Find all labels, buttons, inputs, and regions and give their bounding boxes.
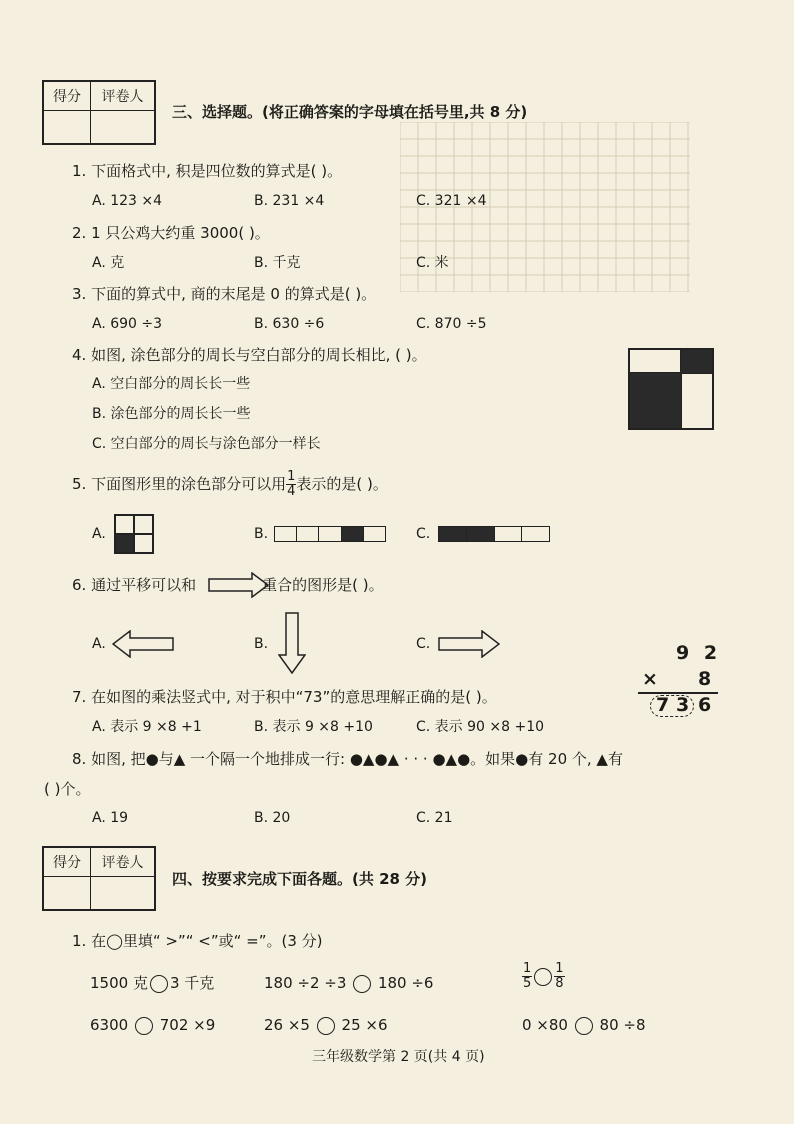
fraction-denominator: 5	[523, 976, 532, 991]
compare-left: 6300	[90, 1016, 129, 1034]
grader-cell[interactable]	[91, 111, 156, 145]
compare-row2-a	[90, 1014, 215, 1036]
mult-multiplier: 8	[698, 668, 712, 690]
s4-q1-stem: 1. 在◯里填“ >”“ <”或“ =”。(3 分)	[72, 932, 323, 950]
q5-option-a[interactable]: A.	[92, 526, 106, 542]
compare-right: 80 ÷8	[599, 1016, 646, 1034]
q4-option-c[interactable]: C. 空白部分的周长与涂色部分一样长	[92, 436, 321, 452]
q5-fraction-numerator: 1	[287, 469, 296, 484]
fraction-right	[554, 962, 564, 991]
q6-right-arrow-icon	[438, 630, 500, 658]
q6-option-a[interactable]: A.	[92, 636, 106, 652]
q5-figure-b	[274, 526, 386, 542]
q5-option-b[interactable]: B.	[254, 526, 269, 542]
q5-c-cell	[522, 527, 549, 541]
compare-circle-input[interactable]	[534, 968, 552, 986]
mult-operator: ×	[642, 668, 658, 690]
compare-left: 26 ×5	[264, 1016, 310, 1034]
section3-title: 三、选择题。(将正确答案的字母填在括号里,共 8 分)	[172, 103, 528, 121]
q5-b-cell	[275, 527, 297, 541]
q4-stem: 4. 如图, 涂色部分的周长与空白部分的周长相比, ( )。	[72, 346, 427, 364]
q8-option-a[interactable]: A. 19	[92, 810, 129, 826]
score-table-section4	[42, 846, 156, 911]
compare-left: 0 ×80	[522, 1016, 568, 1034]
q3-option-b[interactable]: B. 630 ÷6	[254, 316, 325, 332]
q5-fraction-denominator: 4	[287, 484, 296, 499]
score-cell[interactable]	[43, 111, 91, 145]
q5-figure-c	[438, 526, 550, 542]
compare-circle-input[interactable]	[353, 975, 371, 993]
q4-figure-cell-shaded-bottom	[630, 373, 681, 428]
q3-stem: 3. 下面的算式中, 商的末尾是 0 的算式是( )。	[72, 285, 377, 303]
grader-label: 评卷人	[91, 81, 156, 111]
q5-c-cell-shaded	[467, 527, 495, 541]
compare-row2-c	[522, 1014, 646, 1036]
q1-option-c[interactable]: C. 321 ×4	[416, 193, 487, 209]
q5-stem	[72, 470, 388, 499]
q6-stem-before: 6. 通过平移可以和	[72, 576, 197, 594]
q4-figure-cell-blank-bottom	[681, 373, 712, 428]
q6-option-c[interactable]: C.	[416, 636, 431, 652]
q5-c-cell-shaded	[439, 527, 467, 541]
q5-figure-a	[114, 514, 154, 554]
compare-left: 180 ÷2 ÷3	[264, 974, 347, 992]
compare-circle-input[interactable]	[317, 1017, 335, 1035]
compare-circle-input[interactable]	[150, 975, 168, 993]
q5-c-cell	[495, 527, 523, 541]
page-footer: 三年级数学第 2 页(共 4 页)	[312, 1049, 485, 1065]
grader-cell[interactable]	[91, 877, 156, 911]
mult-result-digit-hundreds: 7	[656, 694, 670, 716]
q5-a-cell	[134, 515, 153, 534]
q4-figure-cell-blank-top	[630, 350, 681, 373]
compare-left: 1500 克	[90, 974, 148, 992]
q7-option-a[interactable]: A. 表示 9 ×8 +1	[92, 719, 202, 735]
mult-result-digit-tens: 3	[676, 694, 690, 716]
score-label: 得分	[43, 847, 91, 877]
score-table-section3	[42, 80, 156, 145]
q5-b-cell-shaded	[342, 527, 364, 541]
q4-option-a[interactable]: A. 空白部分的周长长一些	[92, 376, 251, 392]
compare-right: 180 ÷6	[377, 974, 434, 992]
q6-reference-arrow-icon	[208, 572, 270, 598]
q5-b-cell	[319, 527, 341, 541]
score-label: 得分	[43, 81, 91, 111]
q5-a-cell-shaded	[115, 534, 134, 553]
q5-a-cell	[115, 515, 134, 534]
compare-row1-a	[90, 972, 214, 994]
q1-stem: 1. 下面格式中, 积是四位数的算式是( )。	[72, 162, 343, 180]
fraction-denominator: 8	[555, 976, 564, 991]
q4-option-b[interactable]: B. 涂色部分的周长长一些	[92, 406, 251, 422]
q8-stem-line1: 8. 如图, 把●与▲ 一个隔一个地排成一行: ●▲●▲ · · · ●▲●。如果●有 20 个, ▲有	[72, 750, 623, 768]
q5-a-cell	[134, 534, 153, 553]
q7-option-b[interactable]: B. 表示 9 ×8 +10	[254, 719, 373, 735]
compare-right: 25 ×6	[341, 1016, 388, 1034]
compare-circle-input[interactable]	[135, 1017, 153, 1035]
fraction-numerator: 1	[555, 961, 564, 976]
fraction-numerator: 1	[523, 961, 532, 976]
q7-stem: 7. 在如图的乘法竖式中, 对于积中“73”的意思理解正确的是( )。	[72, 688, 497, 706]
q8-stem-line2: ( )个。	[44, 780, 91, 798]
compare-right: 3 千克	[169, 974, 215, 992]
q6-stem-after: 重合的图形是( )。	[262, 576, 384, 594]
q5-stem-after: 表示的是( )。	[296, 475, 388, 493]
q8-option-c[interactable]: C. 21	[416, 810, 453, 826]
q6-option-b[interactable]: B.	[254, 636, 269, 652]
compare-row2-b	[264, 1014, 388, 1036]
q2-stem: 2. 1 只公鸡大约重 3000( )。	[72, 224, 270, 242]
q5-fraction	[286, 470, 296, 499]
mult-top-number: 9 2	[676, 642, 722, 664]
q3-option-c[interactable]: C. 870 ÷5	[416, 316, 487, 332]
q4-figure	[628, 348, 714, 430]
q2-option-b[interactable]: B. 千克	[254, 255, 301, 271]
q6-down-arrow-icon	[278, 612, 306, 674]
compare-circle-input[interactable]	[575, 1017, 593, 1035]
q5-option-c[interactable]: C.	[416, 526, 431, 542]
q5-b-cell	[364, 527, 385, 541]
q5-b-cell	[297, 527, 319, 541]
compare-right: 702 ×9	[159, 1016, 216, 1034]
fraction-left	[522, 962, 532, 991]
q1-option-a[interactable]: A. 123 ×4	[92, 193, 163, 209]
grader-label: 评卷人	[91, 847, 156, 877]
section4-title: 四、按要求完成下面各题。(共 28 分)	[172, 870, 428, 888]
q7-option-c[interactable]: C. 表示 90 ×8 +10	[416, 719, 545, 735]
compare-row1-c	[522, 962, 565, 991]
mult-result-digit-ones: 6	[698, 694, 712, 716]
compare-row1-b	[264, 972, 433, 994]
q8-option-b[interactable]: B. 20	[254, 810, 291, 826]
q2-option-c[interactable]: C. 米	[416, 255, 449, 271]
q1-option-b[interactable]: B. 231 ×4	[254, 193, 325, 209]
q3-option-a[interactable]: A. 690 ÷3	[92, 316, 163, 332]
score-cell[interactable]	[43, 877, 91, 911]
q2-option-a[interactable]: A. 克	[92, 255, 125, 271]
q5-stem-before: 5. 下面图形里的涂色部分可以用	[72, 475, 287, 493]
q6-left-arrow-icon	[112, 630, 174, 658]
q4-figure-cell-shaded-top	[681, 350, 712, 373]
